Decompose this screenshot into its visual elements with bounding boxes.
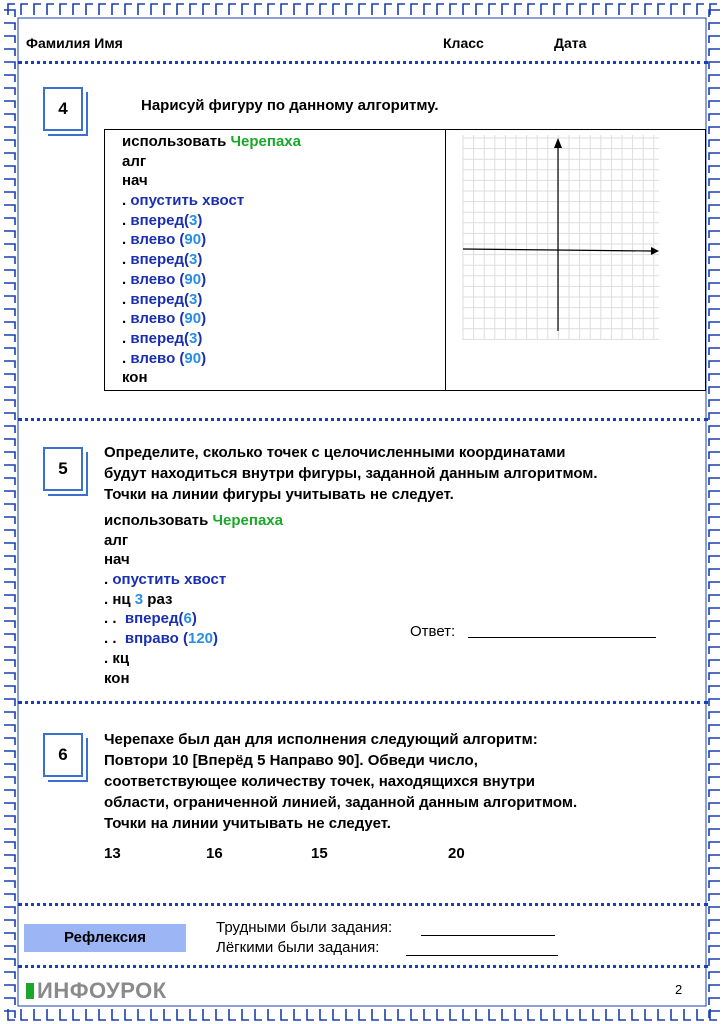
separator [18, 418, 708, 421]
task-number-badge: 4 [43, 87, 83, 131]
hard-tasks-field[interactable] [421, 935, 555, 936]
coordinate-grid [446, 130, 705, 390]
separator [18, 903, 708, 906]
option-20[interactable]: 20 [448, 845, 465, 862]
separator [18, 61, 708, 64]
task5-code: использовать Черепаха алг нач . опустить хвост . нц 3 раз . . вперед(6) . . вправо (120) . кц кон [104, 512, 283, 687]
infourok-logo: ИНФОУРОК [26, 978, 167, 1004]
task4-table [104, 129, 706, 391]
hard-tasks-label: Трудными были задания: [216, 919, 393, 936]
y-axis-arrow [554, 138, 562, 148]
answer-field[interactable] [468, 637, 656, 638]
answer-label: Ответ: [410, 623, 456, 640]
page-number: 2 [675, 982, 683, 997]
easy-tasks-label: Лёгкими были задания: [216, 939, 380, 956]
option-15[interactable]: 15 [311, 845, 328, 862]
task-number-badge: 6 [43, 733, 83, 777]
task5-text: Определите, сколько точек с целочисленными координатами будут находиться внутри фигуры, заданной данным алгоритмом. Точки на линии фигуры учитывать не следует. [104, 444, 598, 503]
option-13[interactable]: 13 [104, 845, 121, 862]
reflection-button[interactable]: Рефлексия [24, 924, 186, 952]
separator [18, 965, 708, 968]
x-axis-arrow [651, 247, 659, 255]
task4-code: использовать Черепаха алг нач . опустить хвост . вперед(3) . влево (90) . вперед(3) . влево (90) . вперед(3) . влево (90) . вперед(3) . влево (90) кон [122, 133, 301, 387]
task4-instruction: Нарисуй фигуру по данному алгоритму. [141, 97, 439, 114]
task-number-badge: 5 [43, 447, 83, 491]
date-label: Дата [554, 35, 587, 51]
task6-text: Черепахе был дан для исполнения следующий алгоритм: Повтори 10 [Вперёд 5 Направо 90]. Обведи число, соответствующее количеству точек, находящихся внутри области, ограниченной линией, заданной данным алгоритмом. Точки на линии учитывать не следует. [104, 731, 578, 832]
name-label: Фамилия Имя [26, 35, 123, 51]
option-16[interactable]: 16 [206, 845, 223, 862]
separator [18, 701, 708, 704]
x-axis [463, 249, 651, 251]
easy-tasks-field[interactable] [406, 955, 558, 956]
class-label: Класс [443, 35, 484, 51]
